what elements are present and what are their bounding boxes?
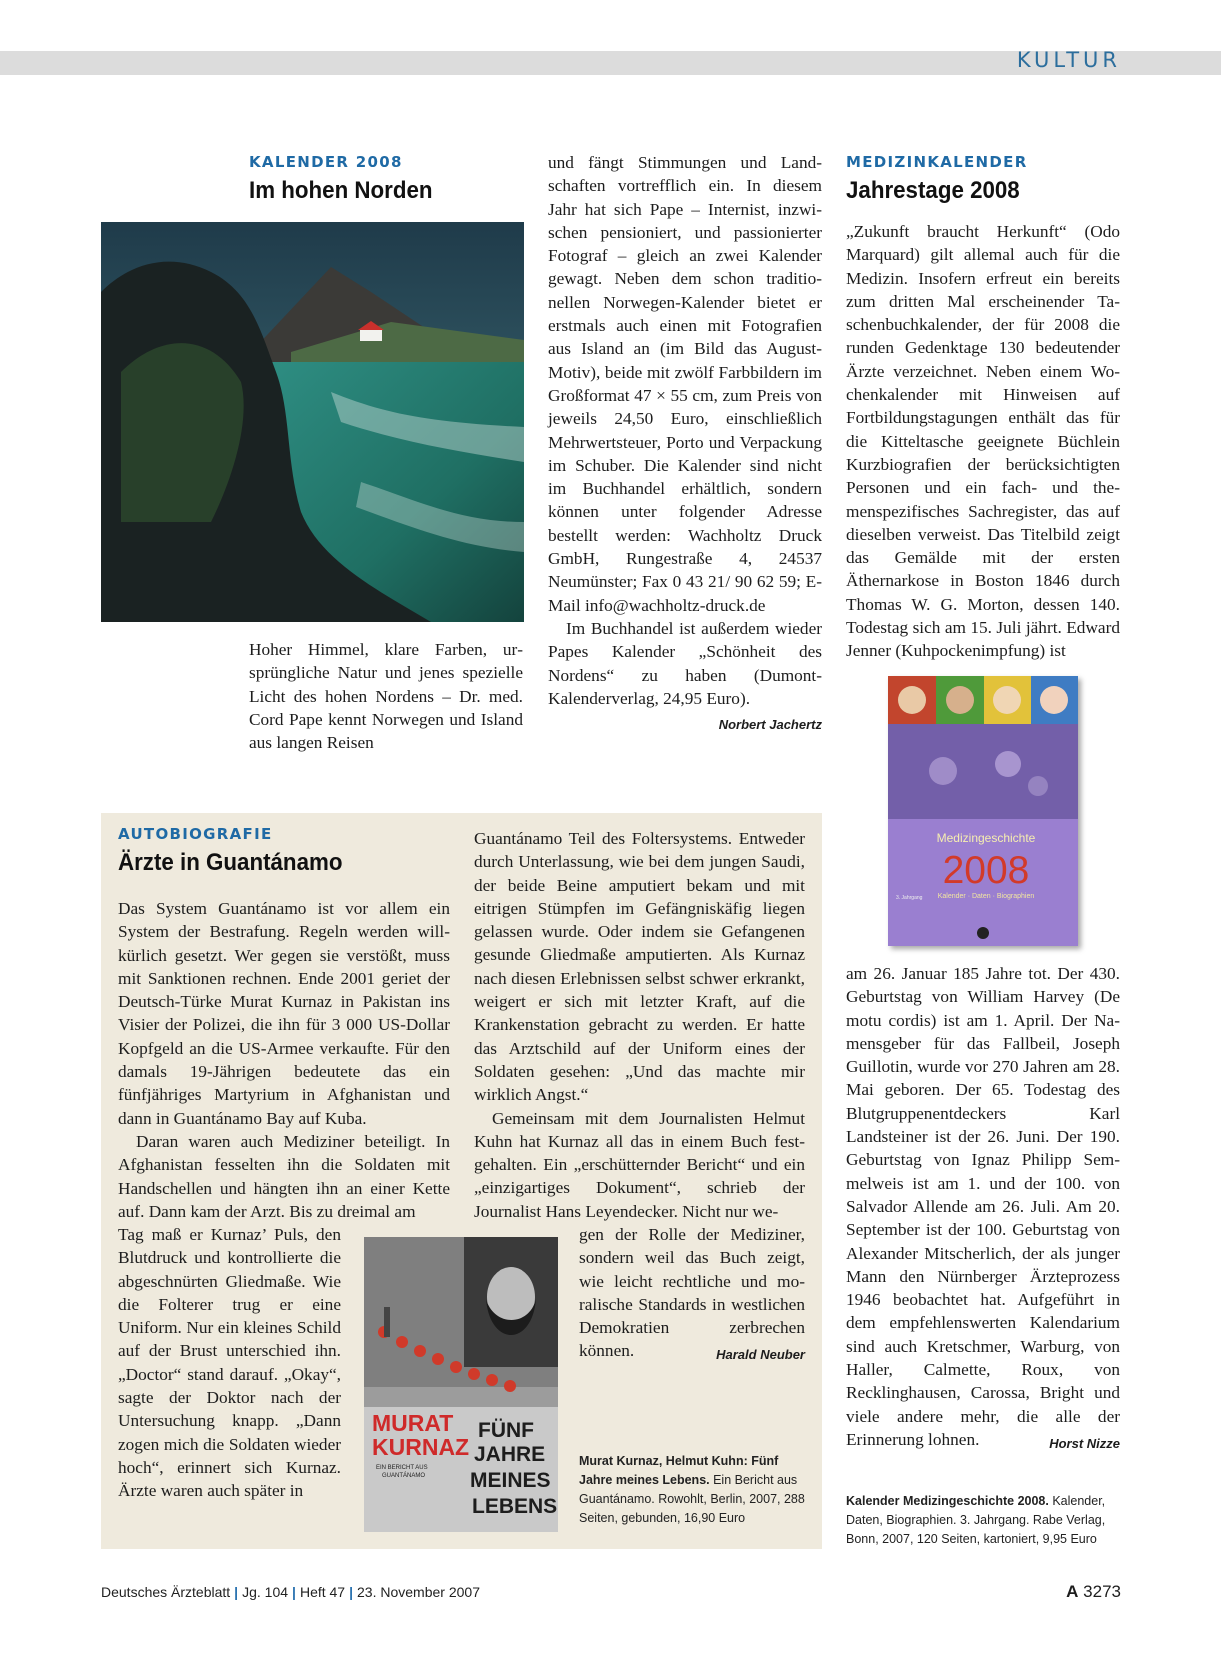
cover-subtitle: Kalender · Daten · Biographien: [937, 893, 1035, 900]
page-number: A 3273: [1066, 1582, 1121, 1601]
cover-author-last: KURNAZ: [372, 1434, 470, 1460]
article3-caption: Murat Kurnaz, Helmut Kuhn: Fünf Jahre meines Lebens. Ein Bericht aus Guantánamo. Rowohlt, Berlin, 2007, 288 Seiten, gebunden, 16,90 Euro: [579, 1454, 805, 1525]
article3-text-col1: Das System Guantánamo ist vor allem ein System der Bestrafung. Regeln werden willkürlich gesetzt. Wer gegen sie verstößt, muss mit Sanktionen rechnen. Ende 2001 geriet der Deutsch-Türke Murat Kurnaz in Pakistan ins Visier der Polizei, die ihn für 3 000 US-Dollar Kopfgeld an die US-Armee verkaufte. Für den damals 19-Jährigen bedeutete das ein fünfjähriges Martyrium in Afghanistan und dann in Guantánamo Bay auf Kuba. Daran waren auch Mediziner beteiligt. In Afghanistan fesselten ihn die Soldaten mit Handschellen und hängten ihn an einer Kette auf. Dann kam der Arzt. Bis zu dreimal am: [118, 899, 450, 1221]
headline-jahrestage: Jahrestage 2008: [846, 177, 1020, 204]
headline-im-hohen-norden: Im hohen Norden: [249, 177, 433, 204]
footer-issue: Heft 47: [299, 1584, 346, 1600]
cover-title: Medizingeschichte: [936, 831, 1036, 845]
author-neuber: Harald Neuber: [716, 1347, 805, 1363]
footer-journal: Deutsches Ärzteblatt: [101, 1584, 231, 1600]
cover-sub1: EIN BERICHT AUS: [376, 1465, 428, 1471]
cover-title-1: FÜNF: [478, 1419, 534, 1442]
cover-sub2: GUANTÁNAMO: [382, 1473, 426, 1479]
article1-text-col1: Hoher Himmel, klare Farben, ursprüngliche Natur und jenes spezielle Licht des hohen Nordens – Dr. med. Cord Pape kennt Norwegen und Island aus langen Reisen: [249, 640, 523, 753]
article3-text-col2: Guantánamo Teil des Foltersystems. Entweder durch Unterlassung, wie bei dem jungen Saudi, der beide Beine amputiert bekam und mit eitrigen Stümpfen im Gefängniskäfig liegen gelassen wurde. Oder indem sie Gefangenen gesunde Gliedmaße amputierten. Als Kurnaz nach diesen Erlebnissen selbst schwer erkrankt, weigert er sich mit letzter Kraft, auf die Krankenstation gebracht zu werden. Er hatte das Arztschild auf der Uniform eines der Soldaten gesehen: „Und das machte mir wirklich Angst.“ Gemeinsam mit dem Journalisten Helmut Kuhn hat Kurnaz all das in einem Buch festgehalten. Ein „erschütternder Bericht“ und ein „einzigartiges Dokument“, schrieb der Journalist Hans Leyendecker. Nicht nur we-: [474, 829, 805, 1221]
cover-year: 2008: [942, 849, 1030, 892]
kurnaz-book-cover: [364, 1237, 558, 1532]
cover-title-2: JAHRE: [474, 1443, 546, 1466]
kicker-autobiografie: AUTOBIOGRAFIE: [118, 825, 273, 843]
footer-volume: Jg. 104: [242, 1584, 289, 1600]
cover-edition: 3. Jahrgang: [896, 895, 923, 901]
footer-citation: Deutsches Ärzteblatt | Jg. 104 | Heft 47 | 23. November 2007: [101, 1584, 480, 1600]
landscape-photo: [101, 222, 524, 622]
medizingeschichte-cover: [888, 676, 1078, 946]
article3-text-col1-narrow: Tag maß er Kurnaz’ Puls, den Blutdruck und kontrollierte die abgeschnürten Gliedmaße. Wie die Folterer trug er eine Uniform. Nur ein kleines Schild auf der Brust unterschied ihn. „Doctor“ stand darauf. „Okay“, sagte der Doktor nach der Untersuchung knapp. „Dann zogen mich die Soldaten wieder hoch“, erinnert sich Kurnaz. Ärzte waren auch später in: [118, 1225, 341, 1501]
cover-title-4: LEBENS: [472, 1495, 558, 1518]
article1-text-col2: und fängt Stimmungen und Landschaften vortrefflich ein. In diesem Jahr hat sich Pape – Internist, inzwischen pensioniert, und passionierter Fotograf – gleich an zwei Kalender gewagt. Neben dem schon traditionellen Norwegen-Kalender bietet er erstmals auch einen mit Fotografien aus Island an (im Bild das August-Motiv), beide mit zwölf Farbbildern im Großformat 47 × 55 cm, zum Preis von jeweils 24,50 Euro, einschließlich Mehrwertsteuer, Porto und Verpackung im Schuber. Die Kalender sind nicht im Buchhandel erhältlich, sondern können unter folgender Adresse bestellt werden: Wachholtz Druck GmbH, Rungestraße 4, 24537 Neumünster; Fax 0 43 21/ 90 62 59; E-Mail info@wachholtz-druck.de Im Buchhandel ist außerdem wieder Papes Kalender „Schönheit des Nordens“ zu haben (Dumont-Kalenderverlag, 24,95 Euro). Norbert Jachertz: [548, 151, 822, 736]
footer-date: 23. November 2007: [357, 1584, 480, 1600]
article2-text-bottom: am 26. Januar 185 Jahre tot. Der 430. Geburtstag von William Harvey (De motu cordis) ist am 1. April. Der Namensgeber für das Fallbeil, Joseph Guillotin, wurde vor 270 Jahren am 28. Mai geboren. Der 65. Todestag des Blutgruppenentdeckers Karl Landsteiner ist der 26. Juni. Der 190. Geburtstag von Ignaz Philipp Semmelweis ist am 1. und der 100. von Salvador Allende am 26. Juli. Am 20. September ist der 100. Geburtstag von Alexander Mitscherlich, der als junger Mann den Nürnberger Ärzteprozess 1946 beobachtet hat. Aufgeführt in dem empfehlenswerten Kalendarium sind auch Kretschmer, Warburg, von Haller, Calmette, Roux, von Recklinghausen, Carossa, Bright und viele andere mehr, die alle der Erinnerung lohnen. Horst Nizze: [846, 962, 1120, 1455]
article2-text-top: „Zukunft braucht Herkunft“ (Odo Marquard) gilt allemal auch für die Medizin. Insofern erfreut ein bereits zum dritten Mal erscheinender Taschenbuchkalender, der für 2008 die runden Gedenktage 130 bedeutender Ärzte verzeichnet. Neben einem Wochenkalender mit Hinweisen auf Fortbildungstagungen enthält das für die Kitteltasche geeignete Büchlein Kurzbiografien der berücksichtigten Personen und ein fach- und themenspezifisches Sachregister, das auf dieselben verweist. Das Titelbild zeigt das Gemälde mit der ersten Äthernarkose in Boston 1846 durch Thomas W. G. Morton, dessen 140. Todestag sich am 15. Juli jährt. Edward Jenner (Kuhpockenimpfung) ist: [846, 222, 1120, 661]
author-nizze: Horst Nizze: [1049, 1435, 1120, 1451]
article3-text-col2-narrow: gen der Rolle der Mediziner, sondern weil das Buch zeigt, wie leicht rechtliche und moralische Standards in westlichen Demokratien zerbrechen können. Harald Neuber: [579, 1223, 805, 1367]
headline-aerzte-guantanamo: Ärzte in Guantánamo: [118, 849, 343, 876]
kicker-kalender: KALENDER 2008: [249, 153, 403, 171]
cover-author-first: MURAT: [372, 1410, 454, 1436]
article2-caption: Kalender Medizingeschichte 2008. Kalender, Daten, Biographien. 3. Jahrgang. Rabe Verlag, Bonn, 2007, 120 Seiten, kartoniert, 9,95 Euro: [846, 1494, 1106, 1546]
section-label: KULTUR: [1016, 48, 1121, 72]
cover-title-3: MEINES: [470, 1469, 551, 1492]
author-jachertz: Norbert Jachertz: [718, 717, 822, 733]
kicker-medizinkalender: MEDIZINKALENDER: [846, 153, 1028, 171]
